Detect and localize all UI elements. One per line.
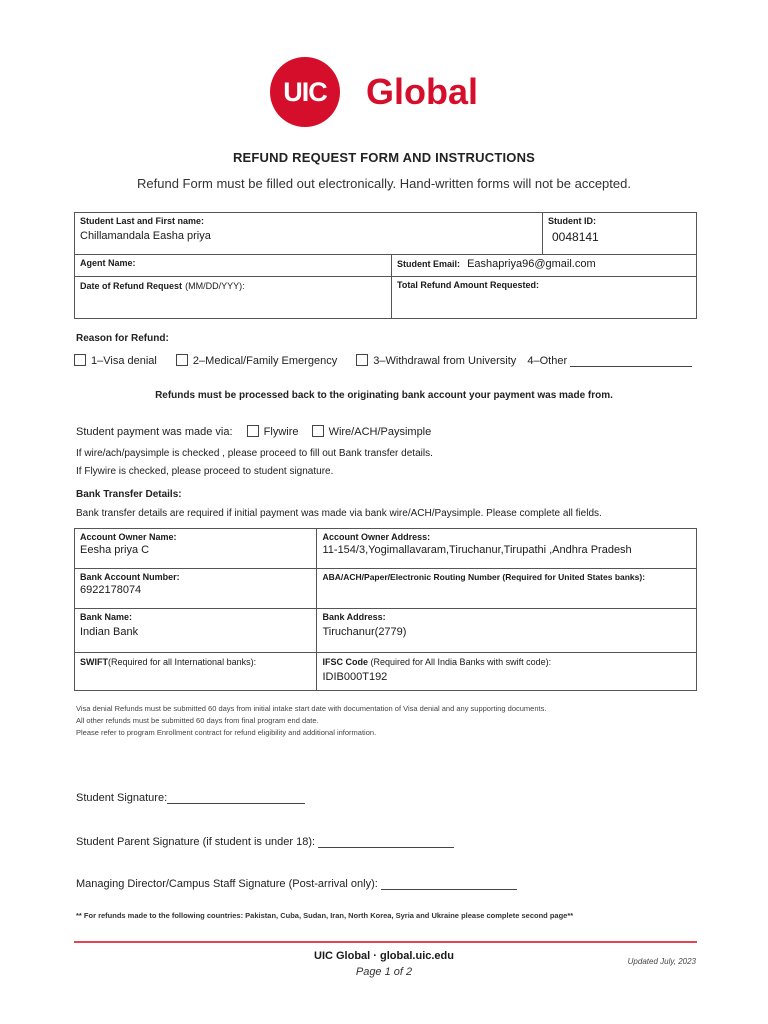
agent-name-cell[interactable] — [75, 255, 392, 277]
visa-denial-checkbox[interactable] — [74, 354, 86, 366]
owner-address-cell[interactable] — [317, 529, 697, 569]
payment-note-wire: If wire/ach/paysimple is checked , please proceed to fill out Bank transfer details. — [76, 448, 433, 459]
refund-amount-cell[interactable] — [392, 277, 697, 319]
countries-note: ** For refunds made to the following countries: Pakistan, Cuba, Sudan, Iran, North Korea, Syria and Ukraine please complete second page** — [76, 911, 574, 920]
page-number: Page 1 of 2 — [355, 966, 413, 978]
reason-option-label: 1–Visa denial — [91, 355, 157, 367]
bank-address-value[interactable]: Tiruchanur(2779) — [322, 626, 407, 638]
wire-checkbox[interactable] — [312, 425, 324, 437]
account-number-cell[interactable] — [75, 569, 317, 609]
bank-details-table — [74, 528, 697, 691]
ifsc-note: (Required for All India Banks with swift code): — [370, 657, 552, 667]
student-email-cell[interactable] — [392, 255, 697, 277]
account-number-value[interactable]: 6922178074 — [80, 584, 142, 596]
reason-option-visa[interactable] — [74, 354, 157, 367]
other-reason-line[interactable] — [570, 366, 692, 367]
bank-address-cell[interactable] — [317, 609, 697, 653]
logo-wordmark: Global — [366, 71, 479, 112]
reason-option-medical[interactable] — [176, 354, 337, 367]
director-signature-label: Managing Director/Campus Staff Signature (Post-arrival only): — [76, 878, 378, 890]
bank-name-cell[interactable] — [75, 609, 317, 653]
director-signature-row — [76, 878, 517, 890]
student-email-value[interactable]: Eashapriya96@gmail.com — [467, 258, 596, 270]
bank-intro: Bank transfer details are required if initial payment was made via bank wire/ACH/Paysimple. Please complete all fields. — [76, 508, 602, 519]
ifsc-cell[interactable] — [317, 653, 697, 691]
updated-date: Updated July, 2023 — [627, 957, 696, 966]
ifsc-value[interactable]: IDIB000T192 — [322, 671, 388, 683]
form-subtitle: Refund Form must be filled out electronically. Hand-written forms will not be accepted. — [137, 176, 631, 191]
student-signature-label: Student Signature: — [76, 792, 168, 804]
routing-number-label: ABA/ACH/Paper/Electronic Routing Number (Required for United States banks): — [322, 572, 646, 582]
logo-mark — [270, 57, 340, 127]
refund-date-format: (MM/DD/YYY): — [185, 281, 245, 291]
refund-date-cell[interactable] — [75, 277, 392, 319]
payment-option-label: Flywire — [263, 426, 299, 438]
fine-print-contract: Please refer to program Enrollment contract for refund eligibility and additional information. — [76, 728, 377, 737]
bank-address-label: Bank Address: — [322, 612, 386, 622]
withdrawal-checkbox[interactable] — [356, 354, 368, 366]
logo-mark-text: UIC — [283, 76, 327, 107]
account-number-label: Bank Account Number: — [80, 572, 180, 582]
ifsc-label: IFSC Code — [322, 657, 368, 667]
student-id-cell[interactable] — [543, 213, 697, 255]
student-signature-row — [76, 792, 305, 804]
medical-checkbox[interactable] — [176, 354, 188, 366]
student-name-value[interactable]: Chillamandala Easha priya — [80, 230, 211, 242]
bank-heading: Bank Transfer Details: — [76, 489, 182, 500]
bank-name-label: Bank Name: — [80, 612, 133, 622]
parent-signature-label: Student Parent Signature (if student is under 18): — [76, 836, 316, 848]
student-info-table — [74, 212, 697, 319]
swift-note: (Required for all International banks): — [108, 657, 257, 667]
owner-address-value[interactable]: 11-154/3,Yogimallavaram,Tiruchanur,Tirupathi ,Andhra Pradesh — [322, 544, 632, 556]
footer-site-link[interactable]: global.uic.edu — [380, 950, 454, 962]
reason-heading: Reason for Refund: — [76, 333, 169, 344]
flywire-checkbox[interactable] — [247, 425, 259, 437]
refund-amount-label: Total Refund Amount Requested: — [397, 280, 539, 290]
student-signature-line[interactable] — [167, 803, 305, 804]
refund-date-label: Date of Refund Request — [80, 281, 183, 291]
footer-divider — [74, 941, 697, 943]
student-id-value[interactable]: 0048141 — [552, 230, 599, 244]
payment-option-flywire[interactable] — [247, 425, 299, 438]
footer-org-line: UIC Global · global.uic.edu — [314, 950, 454, 962]
bank-name-value[interactable]: Indian Bank — [80, 626, 139, 638]
reason-option-label: 2–Medical/Family Emergency — [192, 355, 338, 367]
reason-options — [74, 354, 692, 367]
payment-option-label: Wire/ACH/Paysimple — [328, 426, 432, 438]
form-title: REFUND REQUEST FORM AND INSTRUCTIONS — [232, 150, 536, 165]
student-name-cell[interactable] — [75, 213, 543, 255]
owner-name-cell[interactable] — [75, 529, 317, 569]
agent-name-label: Agent Name: — [80, 258, 136, 268]
uic-global-logo — [270, 56, 478, 128]
fine-print-other: All other refunds must be submitted 60 days from final program end date. — [76, 716, 319, 725]
fine-print-visa: Visa denial Refunds must be submitted 60 days from initial intake start date with documentation of Visa denial and any supporting documents. — [76, 704, 547, 713]
reason-option-withdrawal[interactable] — [356, 354, 516, 367]
swift-label: SWIFT — [80, 657, 108, 667]
payment-prompt: Student payment was made via: — [76, 426, 233, 438]
routing-number-cell[interactable] — [317, 569, 697, 609]
footer-org: UIC Global — [314, 950, 371, 962]
reason-option-label: 3–Withdrawal from University — [373, 355, 517, 367]
owner-name-value[interactable]: Eesha priya C — [80, 544, 150, 556]
payment-option-wire[interactable] — [312, 426, 432, 438]
payment-method-row — [76, 425, 431, 438]
reason-option-other[interactable] — [527, 355, 692, 367]
parent-signature-row — [76, 836, 454, 848]
student-name-label: Student Last and First name: — [80, 216, 205, 226]
student-id-label: Student ID: — [548, 216, 596, 226]
director-signature-line[interactable] — [381, 889, 517, 890]
reason-other-label: 4–Other — [527, 355, 568, 367]
parent-signature-line[interactable] — [318, 847, 454, 848]
refund-notice: Refunds must be processed back to the originating bank account your payment was made from. — [155, 390, 613, 401]
owner-address-label: Account Owner Address: — [322, 532, 431, 542]
payment-note-flywire: If Flywire is checked, please proceed to student signature. — [76, 466, 334, 477]
student-email-label: Student Email: — [397, 259, 461, 269]
swift-cell[interactable] — [75, 653, 317, 691]
owner-name-label: Account Owner Name: — [80, 532, 177, 542]
